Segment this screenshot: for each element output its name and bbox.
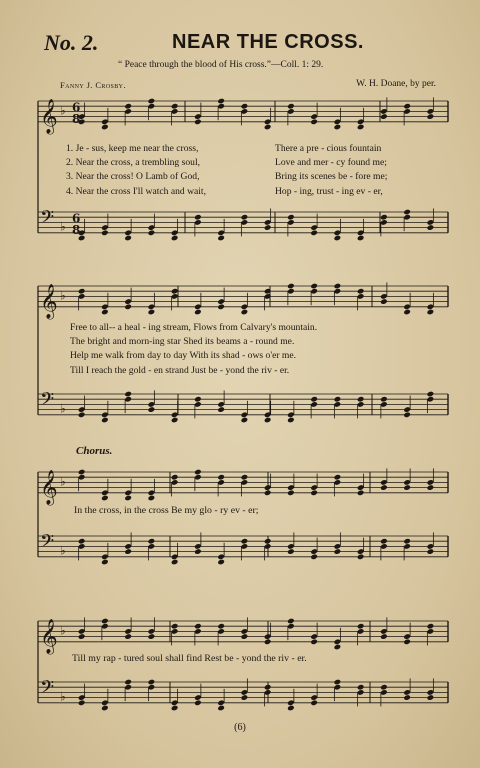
system-4-bass-note-head	[357, 684, 365, 691]
chorus-label: Chorus.	[76, 445, 113, 457]
system-4-bass-note-head	[264, 684, 272, 691]
bass-time-signature-time-top: 6	[72, 211, 81, 226]
system-1-treble-note-head	[101, 124, 109, 131]
system-2-treble-note-head	[217, 304, 225, 311]
system-4-bass-note-head	[310, 700, 318, 707]
system-1-treble-note-head	[194, 119, 202, 126]
system-3-treble-note-head	[357, 490, 365, 497]
system-4-bass-note-head	[334, 679, 342, 686]
flat-icon: ♭	[60, 219, 66, 234]
system-2-bass-note-head	[101, 417, 109, 424]
system-2-bass-note-head	[403, 412, 411, 419]
system-1-treble-note-head	[241, 103, 249, 110]
system-3-treble-note-head	[101, 495, 109, 502]
system-3-bass-note-head	[171, 559, 179, 566]
system-4-treble-note-head	[78, 633, 86, 640]
verse-block-left	[66, 142, 206, 199]
system-2-treble-note-head	[148, 309, 156, 316]
system-3-bass-note-head	[124, 548, 132, 555]
system-3-bass-note-head	[334, 548, 342, 555]
system-3-bass-note-head	[241, 538, 249, 545]
scripture-reference: “ Peace through the blood of His cross.”—Coll. 1: 29.	[118, 60, 324, 70]
verse-3-left: 3. Near the cross! O Lamb of God,	[66, 171, 200, 183]
system-3-treble-note-head	[380, 484, 388, 491]
system-2-bass-note-head	[334, 396, 342, 403]
system-1-bass-note-head	[124, 235, 132, 242]
system-3-bass-note-head	[217, 559, 225, 566]
verse-1-right: There a pre - cious fountain	[275, 143, 382, 154]
flat-icon: ♭	[60, 474, 66, 489]
system-2-bass-note-head	[124, 391, 132, 398]
system-2-treble-note-head	[357, 288, 365, 295]
system-2-bass-note-head	[194, 396, 202, 403]
system-1-bass-note-head	[334, 235, 342, 242]
system-3-treble-note-head	[334, 474, 342, 481]
system-4-treble-note-head	[217, 623, 225, 630]
system-1-treble-note-head	[380, 113, 388, 120]
system-4-treble-note-head	[194, 623, 202, 630]
verse-block-right	[275, 142, 387, 199]
system-2-treble-note-head	[380, 298, 388, 305]
system-2-bass-note-head	[310, 396, 318, 403]
system-4-bass-note-head	[241, 694, 249, 701]
system-3-bass-note-head	[403, 538, 411, 545]
system-4-bass-note-head	[380, 684, 388, 691]
system-3-bass-note-head	[357, 554, 365, 561]
system-4-treble-note-head	[101, 618, 109, 625]
system-1-treble-note-head	[427, 113, 435, 120]
system-2-bass-note-head	[171, 417, 179, 424]
system-4-treble-note-head	[287, 618, 295, 625]
system-1-bass-note-head	[101, 230, 109, 237]
system-2-bass-note-head	[217, 406, 225, 413]
system-4-treble-note-head	[310, 639, 318, 646]
verse-3-line2: Help me walk from day to day With its shad - ows o'er me.	[70, 350, 297, 362]
flat-icon: ♭	[60, 623, 66, 638]
system-2-bass-note-head	[357, 396, 365, 403]
system-3-treble-note-head	[427, 484, 435, 491]
system-3-treble-note-head	[217, 474, 225, 481]
system-1-bass-note-head	[287, 214, 295, 221]
treble-time-signature-time-top: 6	[72, 100, 81, 115]
system-3-bass-note-head	[264, 538, 272, 545]
lyricist: Fanny J. Crosby.	[60, 80, 126, 90]
system-2-treble-note-head	[101, 309, 109, 316]
system-4-treble-note-head	[241, 633, 249, 640]
system-1-bass-note-head	[171, 235, 179, 242]
chorus-line-2: Till my rap - tured soul shall find Rest be - yond the riv - er.	[72, 653, 307, 664]
system-3-treble-note-head	[78, 469, 86, 476]
system-3-bass-note-head	[427, 548, 435, 555]
system-2-treble-note-head	[287, 283, 295, 290]
system-2-bass-note-head	[78, 412, 86, 419]
system-1-treble-note-head	[124, 103, 132, 110]
system-1-bass-note-head	[241, 214, 249, 221]
bass-clef-icon: 𝄢	[40, 389, 55, 415]
system-1-treble-note-head	[334, 124, 342, 131]
system-3-treble-note-head	[148, 495, 156, 502]
system-4-bass-note-head	[148, 679, 156, 686]
verse-2-left: 2. Near the cross, a trembling soul,	[66, 157, 201, 169]
system-4-treble-note-head	[124, 633, 132, 640]
system-1-bass-note-head	[310, 230, 318, 237]
system-1-treble-note-head	[148, 98, 156, 105]
system-1-treble-note-head	[171, 103, 179, 110]
system-3-treble-note-head	[264, 490, 272, 497]
system-1-bass-note-head	[194, 214, 202, 221]
system-1-treble-note-head	[287, 103, 295, 110]
system-3-bass-note-head	[78, 538, 86, 545]
system-2-bass-note-head	[427, 391, 435, 398]
system-3-treble-note-head	[403, 484, 411, 491]
system-4-treble-note-head	[380, 633, 388, 640]
system-1-bass-note-head	[217, 235, 225, 242]
treble-time-signature-time-bottom: 8	[72, 111, 81, 126]
verse-2-right: Love and mer - cy found me;	[275, 157, 387, 169]
treble-clef-icon: 𝄞	[40, 98, 58, 134]
verse-4-right: Hop - ing, trust - ing ev - er,	[275, 185, 383, 197]
composer: W. H. Doane, by per.	[356, 79, 436, 89]
system-3-bass-note-head	[148, 538, 156, 545]
bass-clef-icon: 𝄢	[40, 531, 55, 557]
system-2-bass-note-head	[287, 417, 295, 424]
system-3-bass-note-head	[194, 548, 202, 555]
hymn-number: No. 2.	[44, 30, 99, 55]
system-2-treble-note-head	[241, 309, 249, 316]
system-2-treble-note-head	[334, 283, 342, 290]
verse-block-second	[70, 321, 317, 378]
system-4-bass-note-head	[124, 679, 132, 686]
system-4-bass-note-head	[403, 694, 411, 701]
system-3-bass-note-head	[287, 548, 295, 555]
system-4-bass-note-head	[101, 705, 109, 712]
system-1-bass-note-head	[357, 235, 365, 242]
system-4-treble-note-head	[148, 633, 156, 640]
system-3-treble-note-head	[171, 474, 179, 481]
verse-2-line2: The bright and morn-ing star Shed its beams a - round me.	[70, 336, 295, 348]
system-2-treble-note-head	[78, 288, 86, 295]
system-1-treble-note-head	[217, 98, 225, 105]
system-4-treble-note-head	[264, 639, 272, 646]
system-2-treble-note-head	[171, 288, 179, 295]
system-4-bass-note-head	[427, 694, 435, 701]
chorus-line-1: In the cross, in the cross Be my glo - ry ev - er;	[74, 505, 259, 516]
system-3-bass-note-head	[101, 559, 109, 566]
system-1-bass-note-head	[148, 230, 156, 237]
system-3-treble-note-head	[124, 495, 132, 502]
bass-time-signature-time-bottom: 8	[72, 222, 81, 237]
verse-3-right: Bring its scenes be - fore me;	[275, 171, 388, 183]
system-2-bass-note-head	[241, 417, 249, 424]
system-4-treble-note-head	[171, 623, 179, 630]
system-4-bass-note-head	[194, 700, 202, 707]
system-4-bass-note-head	[78, 700, 86, 707]
verse-4-line2: Till I reach the gold - en strand Just be - yond the riv - er.	[70, 364, 290, 376]
verse-1-left: 1. Je - sus, keep me near the cross,	[66, 143, 199, 154]
system-1-treble-note-head	[357, 124, 365, 131]
system-3-treble-note-head	[241, 474, 249, 481]
system-4-bass-note-head	[171, 705, 179, 712]
treble-clef-icon: 𝄞	[40, 469, 58, 505]
system-2-bass-note-head	[148, 406, 156, 413]
system-4-treble-note-head	[403, 639, 411, 646]
verse-4-left: 4. Near the cross I'll watch and wait,	[66, 185, 206, 197]
system-2-treble-note-head	[194, 309, 202, 316]
system-2-treble-note-head	[427, 309, 435, 316]
system-2-bass-note-head	[264, 417, 272, 424]
system-1-bass-note-head	[403, 209, 411, 216]
system-1-treble-note-head	[310, 119, 318, 126]
treble-clef-icon: 𝄞	[40, 618, 58, 654]
system-3-treble-note-head	[194, 469, 202, 476]
system-3-bass-note-head	[380, 538, 388, 545]
page-number: (6)	[234, 722, 246, 733]
flat-icon: ♭	[60, 689, 66, 704]
system-2-treble-note-head	[403, 309, 411, 316]
system-4-treble-note-head	[357, 623, 365, 630]
system-3-treble-note-head	[310, 490, 318, 497]
flat-icon: ♭	[60, 543, 66, 558]
flat-icon: ♭	[60, 103, 66, 118]
system-4-treble-note-head	[427, 623, 435, 630]
verse-1-line2: Free to all-- a heal - ing stream, Flows from Calvary's mountain.	[70, 322, 318, 333]
bass-clef-icon: 𝄢	[40, 207, 55, 233]
system-1-bass-note-head	[380, 214, 388, 221]
treble-clef-icon: 𝄞	[40, 283, 58, 319]
system-3-treble-note-head	[287, 490, 295, 497]
system-1-bass-note-head	[264, 224, 272, 231]
system-2-bass-note-head	[380, 396, 388, 403]
bass-clef-icon: 𝄢	[40, 677, 55, 703]
system-4-bass-note-head	[217, 705, 225, 712]
system-1-bass-note-head	[427, 224, 435, 231]
system-1-treble-note-head	[403, 103, 411, 110]
hymn-title: NEAR THE CROSS.	[172, 31, 364, 53]
system-1-treble-note-head	[264, 124, 272, 131]
flat-icon: ♭	[60, 288, 66, 303]
system-3-bass-note-head	[310, 554, 318, 561]
system-2-treble-note-head	[124, 304, 132, 311]
flat-icon: ♭	[60, 401, 66, 416]
system-4-bass-note-head	[287, 705, 295, 712]
system-2-treble-note-head	[310, 283, 318, 290]
system-4-treble-note-head	[334, 644, 342, 651]
